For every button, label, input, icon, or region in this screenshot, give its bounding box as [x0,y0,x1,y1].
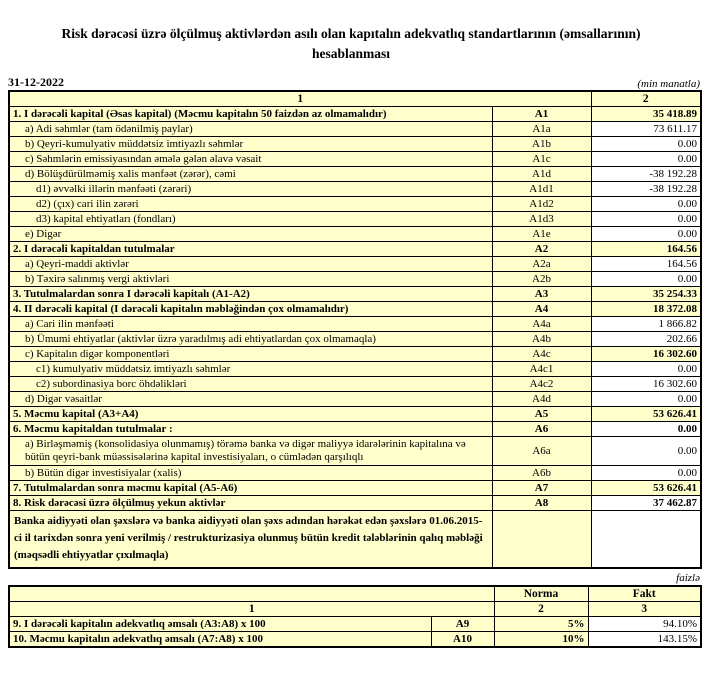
row-value: 0.00 [591,421,701,436]
table-row [9,286,701,301]
row-value: 53 626.41 [591,480,701,495]
row-label: 1. I dərəcəli kapital (Əsas kapital) (Məcmu kapitalın 50 faizdən az olmamalıdır) [9,106,492,121]
table-row [9,480,701,495]
table-row [9,211,701,226]
table-row [9,181,701,196]
row-value: 202.66 [591,331,701,346]
table-row [9,465,701,480]
row-label: d) Digər vəsaitlər [9,391,492,406]
row-value: -38 192.28 [591,166,701,181]
ratio-code: A10 [431,631,494,647]
table-row [9,346,701,361]
row-value: 0.00 [591,136,701,151]
row-code: A2b [492,271,591,286]
row-code: A1b [492,136,591,151]
ratio-fakt: 94.10% [588,616,701,631]
row-value [591,510,701,568]
row-value: 164.56 [591,256,701,271]
table-row [9,196,701,211]
table-row [9,421,701,436]
table1-col-header-1: 1 [9,91,591,107]
row-label: 6. Məcmu kapitaldan tutulmalar : [9,421,492,436]
row-label: a) Cari ilin mənfəəti [9,316,492,331]
table-row [9,271,701,286]
row-label: b) Təxirə salınmış vergi aktivləri [9,271,492,286]
table-row [9,106,701,121]
row-value: 1 866.82 [591,316,701,331]
table2-num-header-3: 3 [588,601,701,616]
ratio-row [9,631,701,647]
table-row [9,316,701,331]
capital-adequacy-table [8,90,702,569]
row-code: A1d2 [492,196,591,211]
row-value: 0.00 [591,465,701,480]
table1-header-row [9,91,701,107]
row-value: 18 372.08 [591,301,701,316]
row-label: 3. Tutulmalardan sonra I dərəcəli kapitalı (A1-A2) [9,286,492,301]
row-code: A1a [492,121,591,136]
ratio-fakt: 143.15% [588,631,701,647]
row-label: c) Səhmlərin emissiyasından əmələ gələn əlavə vəsait [9,151,492,166]
row-label: b) Qeyri-kumulyativ müddətsiz imtiyazlı səhmlər [9,136,492,151]
row-value: 0.00 [591,391,701,406]
row-code: A2a [492,256,591,271]
row-code: A1d [492,166,591,181]
row-label: 2. I dərəcəli kapitaldan tutulmalar [9,241,492,256]
row-label: 8. Risk dərəcəsi üzrə ölçülmuş yekun aktivlər [9,495,492,510]
row-code: A1d3 [492,211,591,226]
table1-col-header-2: 2 [591,91,701,107]
row-value: 164.56 [591,241,701,256]
row-code: A7 [492,480,591,495]
row-value: 35 418.89 [591,106,701,121]
row-code: A4a [492,316,591,331]
row-code: A4b [492,331,591,346]
row-label: a) Adi səhmlər (tam ödənilmiş paylar) [9,121,492,136]
row-code: A1c [492,151,591,166]
table2-num-header-2: 2 [494,601,588,616]
row-label: d) Bölüşdürülməmiş xalis mənfəət (zərər), cəmi [9,166,492,181]
row-label: d1) əvvəlki illərin mənfəəti (zərəri) [9,181,492,196]
row-label: c1) kumulyativ müddətsiz imtiyazlı səhmlər [9,361,492,376]
row-code: A4c2 [492,376,591,391]
table-row [9,226,701,241]
ratio-label: 10. Məcmu kapitalın adekvatlıq əmsalı (A7:A8) x 100 [9,631,431,647]
row-value: 0.00 [591,151,701,166]
table-row [9,510,701,568]
row-value: 0.00 [591,361,701,376]
table-row [9,121,701,136]
row-value: 16 302.60 [591,376,701,391]
row-label: e) Digər [9,226,492,241]
row-value: 0.00 [591,436,701,465]
row-label: a) Qeyri-maddi aktivlər [9,256,492,271]
ratio-norma: 10% [494,631,588,647]
table2-num-header-1: 1 [9,601,494,616]
row-code: A6b [492,465,591,480]
ratio-label: 9. I dərəcəli kapitalın adekvatlıq əmsalı (A3:A8) x 100 [9,616,431,631]
row-label: b) Bütün digər investisiyalar (xalis) [9,465,492,480]
row-value: 0.00 [591,226,701,241]
table-row [9,301,701,316]
row-code: A8 [492,495,591,510]
report-title: Risk dərəcəsi üzrə ölçülmuş aktivlərdən asılı olan kapıtalın adekvatlıq standartlarının (əmsallarının) hesablanması [61,26,641,62]
row-label: d2) (çıx) cari ilin zərəri [9,196,492,211]
table2-number-row [9,601,701,616]
row-code [492,510,591,568]
report-date: 31-12-2022 [8,74,64,89]
table-row [9,361,701,376]
row-label: 4. II dərəcəli kapital (I dərəcəli kapitalın məbləğindən çox olmamalıdır) [9,301,492,316]
row-value: 73 611.17 [591,121,701,136]
table-row [9,136,701,151]
unit-note: (min manatla) [637,77,700,90]
row-code: A4d [492,391,591,406]
ratio-code: A9 [431,616,494,631]
ratio-row [9,616,701,631]
table-row [9,495,701,510]
table-row [9,376,701,391]
row-code: A1 [492,106,591,121]
row-value: 0.00 [591,271,701,286]
table-row [9,436,701,465]
report-page [0,24,702,676]
percent-unit-note: faizlə [676,571,700,584]
meta-row [8,75,700,90]
ratio-norma: 5% [494,616,588,631]
row-code: A6a [492,436,591,465]
table-row [9,166,701,181]
table-row [9,331,701,346]
row-value: 53 626.41 [591,406,701,421]
row-label: d3) kapital ehtiyatları (fondları) [9,211,492,226]
row-code: A4c [492,346,591,361]
table-row [9,256,701,271]
table-row [9,151,701,166]
row-value: 16 302.60 [591,346,701,361]
row-value: 37 462.87 [591,495,701,510]
row-code: A3 [492,286,591,301]
adequacy-ratio-table [8,585,702,648]
table-row [9,241,701,256]
row-label: Banka aidiyyəti olan şəxslərə və banka aidiyyəti olan şəxs adından hərəkət edən şəxslərə 01.06.2015-ci il tarixdən sonra yeni verilmiş / restrukturizasiya olunmuş bütün kredit tələblərinin qalıq məbləği (məqsədli ehtiyyatlar çıxılmaqla) [9,510,492,568]
row-code: A4 [492,301,591,316]
row-code: A5 [492,406,591,421]
row-label: a) Birləşməmiş (konsolidasiya olunmamış) törəmə banka və digər maliyyə idarələrinin kapitalına və bütün qeyri-bank müəssisələrinə kapital investisiyaları, o cümlədən qarşılıqlı [9,436,492,465]
row-value: 0.00 [591,211,701,226]
row-value: -38 192.28 [591,181,701,196]
table2-header-row [9,586,701,602]
table-row [9,391,701,406]
row-code: A2 [492,241,591,256]
row-value: 35 254.33 [591,286,701,301]
norma-header: Norma [494,586,588,602]
fakt-header: Fakt [588,586,701,602]
row-label: 5. Məcmu kapital (A3+A4) [9,406,492,421]
row-value: 0.00 [591,196,701,211]
row-label: c2) subordinasiya borc öhdəlikləri [9,376,492,391]
table-row [9,406,701,421]
row-code: A6 [492,421,591,436]
row-code: A4c1 [492,361,591,376]
row-label: 7. Tutulmalardan sonra məcmu kapital (A5-A6) [9,480,492,495]
row-label: c) Kapitalın digər komponentləri [9,346,492,361]
table2-empty-header [9,586,494,602]
row-code: A1d1 [492,181,591,196]
row-label: b) Ümumi ehtiyatlar (aktivlər üzrə yaradılmış adi ehtiyatlardan çox olmamaqla) [9,331,492,346]
row-code: A1e [492,226,591,241]
